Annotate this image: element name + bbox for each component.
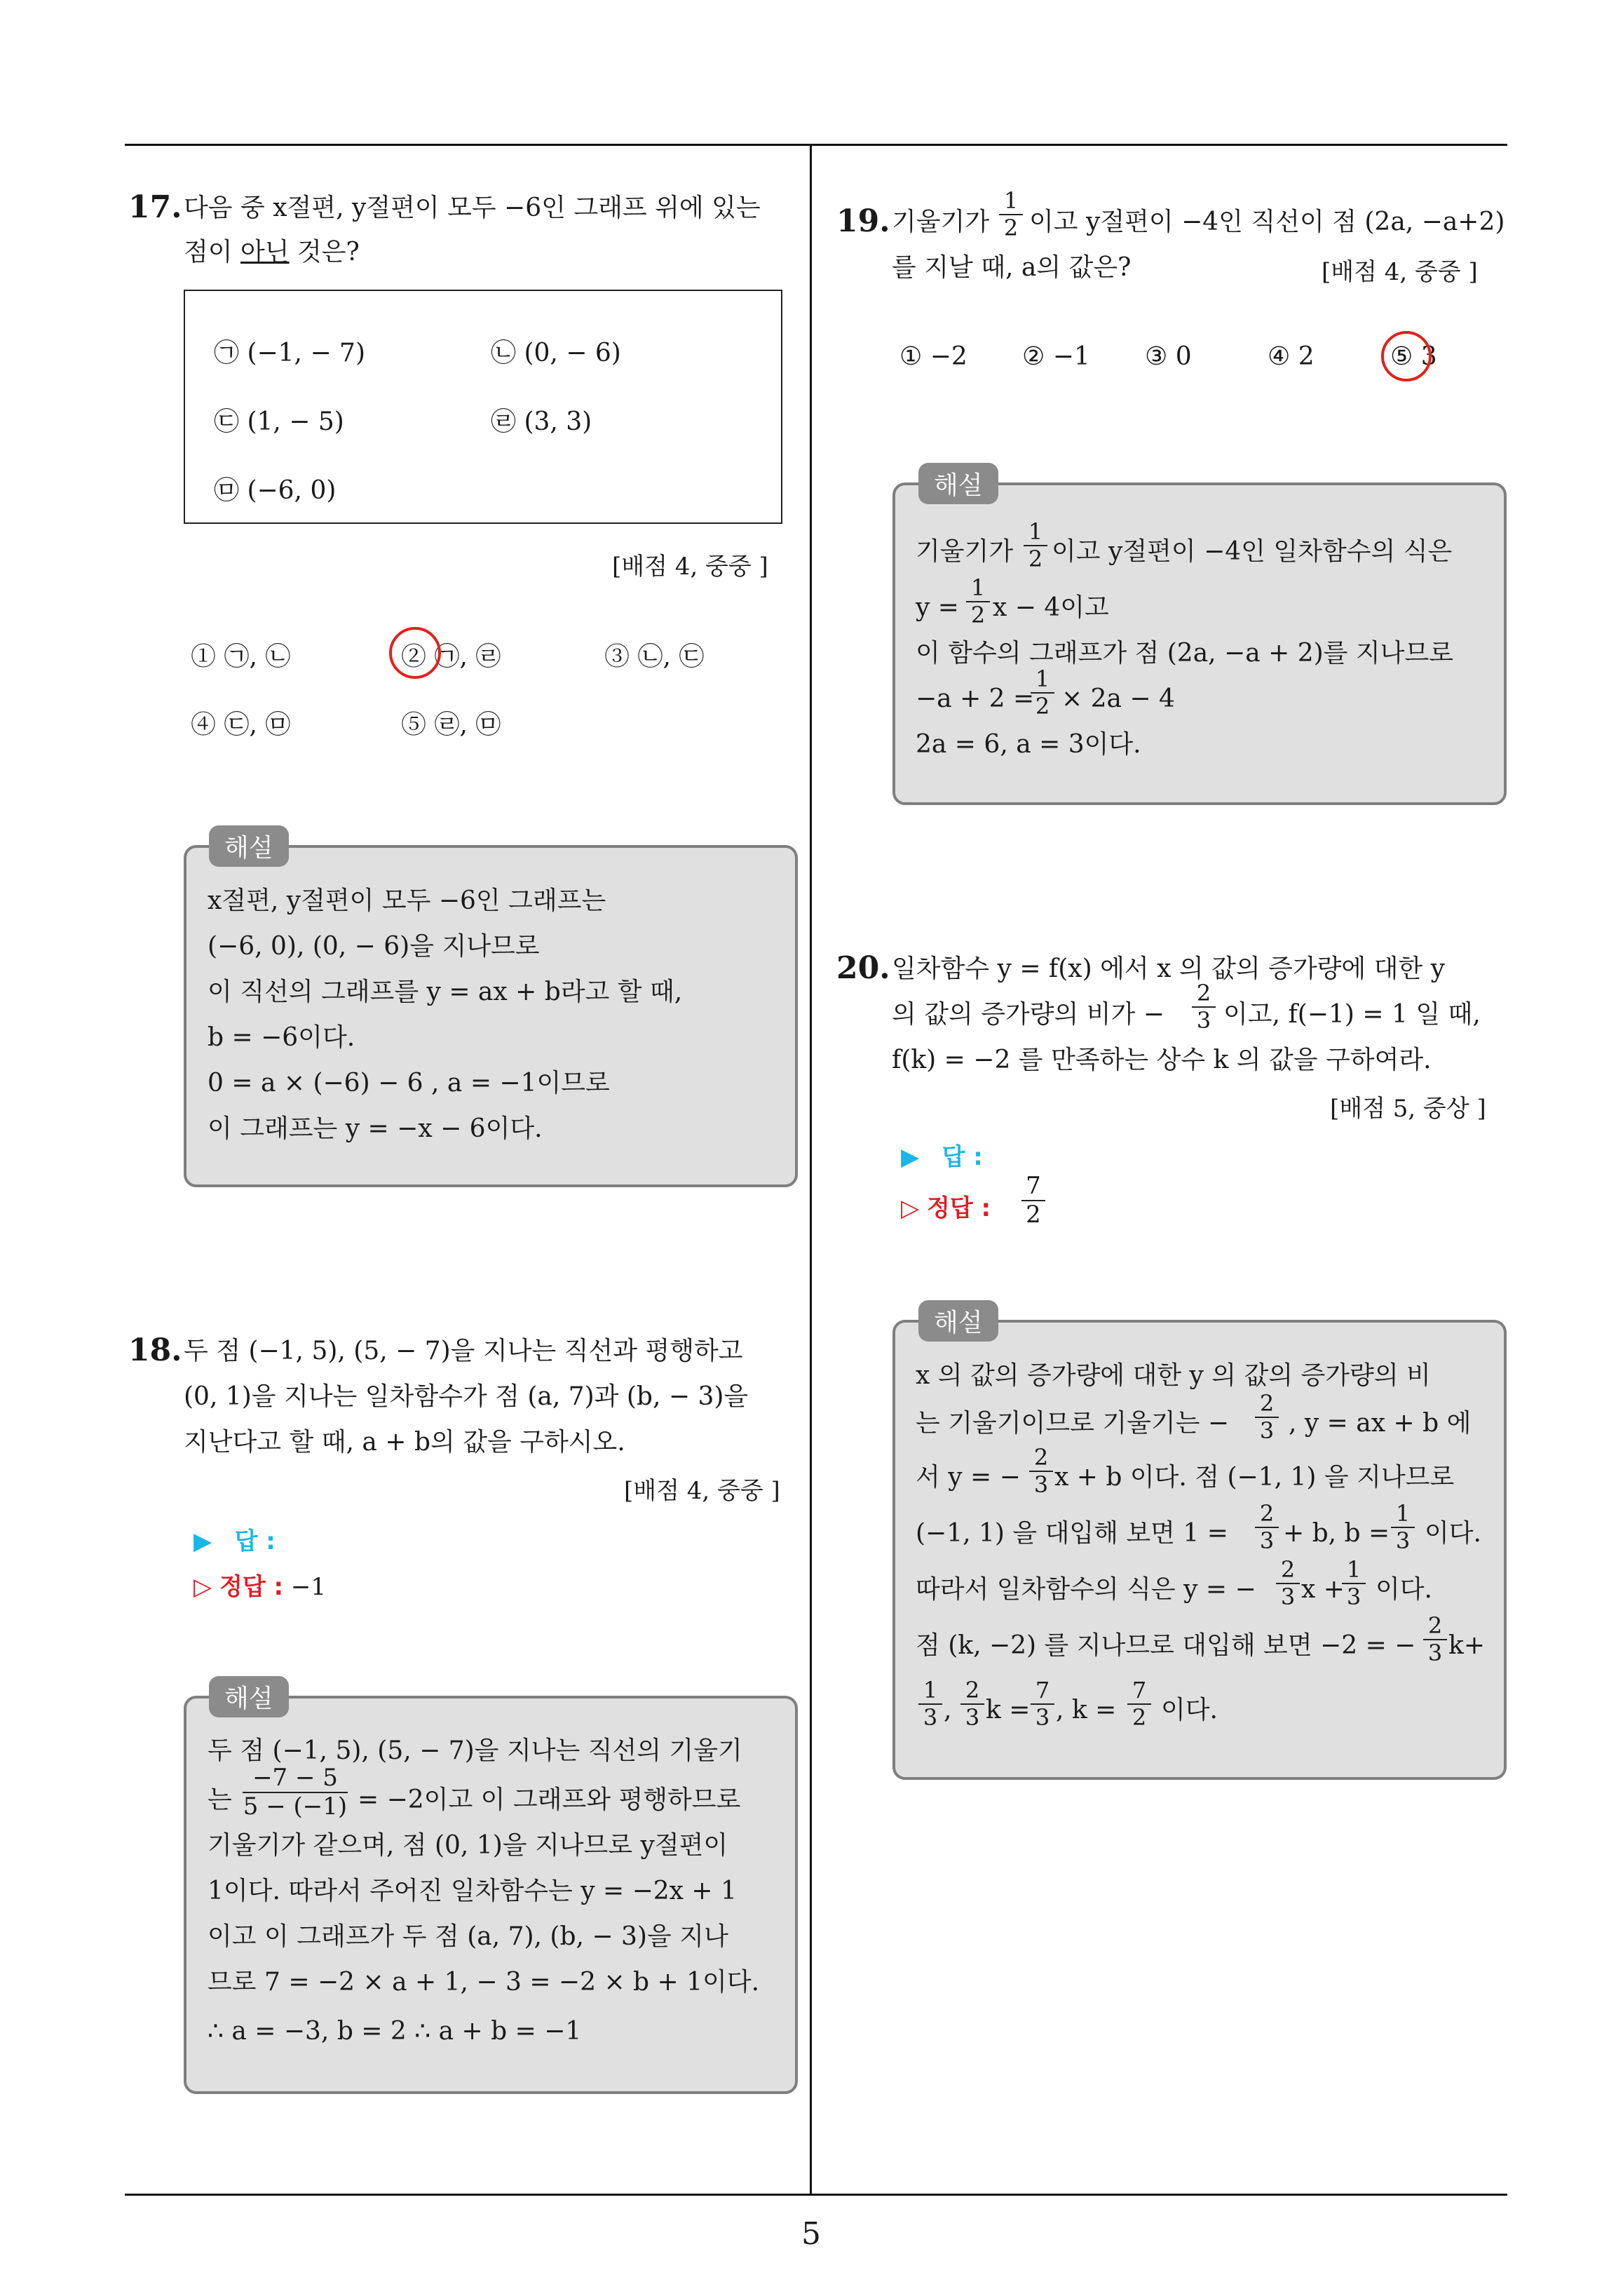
- q20-meta: [배점 5, 중상 ]: [1330, 1095, 1486, 1123]
- q20-ratio-fraction: 2 3: [1192, 980, 1216, 1034]
- q19-sol-fraction-1: 1 2: [1024, 519, 1047, 572]
- selected-answer-mark: [1381, 331, 1432, 381]
- q20-solution-line7c: , k =: [1056, 1696, 1117, 1724]
- q17-option-c: ㉢ (1, − 5): [214, 407, 344, 436]
- q20-answer-row: ▶ 답 :: [901, 1143, 983, 1171]
- q17-choice-4[interactable]: ④ ㉢, ㉤: [191, 710, 291, 739]
- q17-solution-tag: 해설: [209, 825, 289, 867]
- q17-number: 17.: [128, 189, 182, 225]
- q20-solution-line4a: (−1, 1) 을 대입해 보면 1 =: [916, 1519, 1228, 1548]
- q20-solution-line7d: 이다.: [1161, 1696, 1218, 1724]
- q19-text-line2: 를 지날 때, a의 값은?: [892, 253, 1132, 282]
- triangle-icon: ▶: [901, 1143, 920, 1171]
- q17-text-line1: 다음 중 x절편, y절편이 모두 −6인 그래프 위에 있는: [184, 194, 761, 222]
- q20-solution-line5c: 이다.: [1376, 1575, 1432, 1604]
- q20-sol-fraction-i: 2 3: [960, 1677, 984, 1731]
- q17-solution-line5: 0 = a × (−6) − 6 , a = −1이므로: [208, 1069, 610, 1098]
- q20-solution-line6a: 점 (k, −2) 를 지나므로 대입해 보면 −2 = −: [916, 1631, 1416, 1660]
- q19-text-line1b: 이고 y절편이 −4인 직선이 점 (2a, −a+2): [1029, 208, 1505, 236]
- q17-choice-3[interactable]: ③ ㉡, ㉢: [604, 642, 705, 671]
- q20-sol-fraction-d: 1 3: [1391, 1501, 1415, 1554]
- q19-choice-3[interactable]: ③ 0: [1145, 342, 1192, 371]
- q18-number: 18.: [128, 1332, 182, 1368]
- q18-solution-line3: 기울기가 같으며, 점 (0, 1)을 지나므로 y절편이: [208, 1831, 728, 1860]
- q17-solution-line6: 이 그래프는 y = −x − 6이다.: [208, 1114, 543, 1143]
- q20-sol-fraction-e: 2 3: [1276, 1557, 1300, 1610]
- q17-option-a: ㉠ (−1, − 7): [214, 339, 366, 367]
- q20-solution-line5b: x +: [1301, 1575, 1345, 1604]
- top-rule: [125, 144, 1507, 146]
- q18-solution-line2: = −2이고 이 그래프와 평행하므로: [358, 1785, 741, 1814]
- q19-choice-2[interactable]: ② −1: [1022, 342, 1090, 371]
- q19-sol-fraction-3: 1 2: [1031, 666, 1054, 720]
- q17-emphasis: 아닌: [240, 238, 290, 266]
- q18-answer-row: ▶ 답 :: [193, 1527, 276, 1555]
- q17-option-b: ㉡ (0, − 6): [491, 339, 621, 367]
- q17-solution-line1: x절편, y절편이 모두 −6인 그래프는: [208, 886, 606, 915]
- q20-sol-fraction-k: 7 2: [1127, 1677, 1151, 1731]
- q18-slope-fraction: −7 − 5 5 − (−1): [243, 1764, 348, 1821]
- q18-solution-line2-prefix: 는: [208, 1785, 232, 1814]
- q20-solution-line2b: , y = ax + b 에: [1289, 1409, 1472, 1438]
- q18-text-line2: (0, 1)을 지나는 일차함수가 점 (a, 7)과 (b, − 3)을: [184, 1382, 749, 1411]
- q19-half-fraction: 1 2: [999, 188, 1023, 241]
- q17-meta: [배점 4, 중중 ]: [612, 553, 768, 581]
- q20-solution-line1: x 의 값의 증가량에 대한 y 의 값의 증가량의 비: [916, 1361, 1431, 1390]
- q17-solution-line2: (−6, 0), (0, − 6)을 지나므로: [208, 932, 540, 961]
- q19-solution-line3: 이 함수의 그래프가 점 (2a, −a + 2)를 지나므로: [916, 639, 1454, 668]
- q20-sol-fraction-b: 2 3: [1029, 1445, 1053, 1498]
- q20-solution-tag: 해설: [918, 1300, 998, 1342]
- q17-choice-5[interactable]: ⑤ ㉣, ㉤: [401, 710, 501, 739]
- q17-option-e: ㉤ (−6, 0): [214, 476, 337, 505]
- q20-sol-fraction-j: 7 3: [1031, 1677, 1054, 1731]
- q19-meta: [배점 4, 중중 ]: [1322, 258, 1478, 286]
- q17-solution-line3: 이 직선의 그래프를 y = ax + b라고 할 때,: [208, 978, 683, 1006]
- q18-meta: [배점 4, 중중 ]: [624, 1477, 780, 1505]
- q19-solution-line4b: × 2a − 4: [1061, 684, 1175, 713]
- q19-choice-4[interactable]: ④ 2: [1268, 342, 1315, 371]
- q18-correct-row: ▷ 정답 : −1: [193, 1573, 327, 1601]
- q20-text-line1: 일차함수 y = f(x) 에서 x 의 값의 증가량에 대한 y: [892, 954, 1445, 983]
- triangle-icon: ▶: [193, 1527, 212, 1555]
- column-divider: [810, 144, 812, 2195]
- q18-solution-line4: 1이다. 따라서 주어진 일차함수는 y = −2x + 1: [208, 1877, 737, 1905]
- selected-answer-mark: [389, 627, 441, 679]
- q19-solution-tag: 해설: [918, 463, 998, 504]
- q20-solution-line3a: 서 y = −: [916, 1463, 1021, 1492]
- q19-solution-line1b: 이고 y절편이 −4인 일차함수의 식은: [1052, 537, 1453, 566]
- q20-text-line2a: 의 값의 증가량의 비가 −: [892, 1000, 1164, 1029]
- triangle-outline-icon: ▷: [901, 1194, 920, 1222]
- q19-text-line1a: 기울기가: [892, 208, 990, 236]
- q17-text-line2: 점이 아닌 것은?: [184, 238, 360, 266]
- q19-solution-line4a: −a + 2 =: [916, 684, 1035, 713]
- q18-solution-line6: 므로 7 = −2 × a + 1, − 3 = −2 × b + 1이다.: [208, 1968, 760, 1997]
- q20-sol-fraction-c: 2 3: [1255, 1501, 1279, 1554]
- q17-solution-line4: b = −6이다.: [208, 1023, 355, 1052]
- q19-solution-line5: 2a = 6, a = 3이다.: [916, 730, 1141, 759]
- q20-sol-fraction-a: 2 3: [1255, 1391, 1279, 1444]
- q19-number: 19.: [836, 203, 890, 239]
- q19-sol-fraction-2: 1 2: [966, 575, 990, 628]
- q20-correct-fraction: 7 2: [1021, 1173, 1045, 1229]
- bottom-rule: [125, 2194, 1507, 2196]
- q20-text-line2b: 이고, f(−1) = 1 일 때,: [1223, 1000, 1481, 1029]
- q20-solution-line7b: k =: [986, 1696, 1031, 1724]
- q20-solution-line2a: 는 기울기이므로 기울기는 −: [916, 1409, 1230, 1438]
- q20-solution-line5a: 따라서 일차함수의 식은 y = −: [916, 1575, 1256, 1604]
- q20-solution-line7a: ,: [944, 1696, 952, 1724]
- page-number: 5: [801, 2216, 821, 2252]
- triangle-outline-icon: ▷: [193, 1573, 212, 1601]
- q17-choice-2[interactable]: ② ㉠, ㉣: [401, 642, 501, 671]
- q18-solution-line1: 두 점 (−1, 5), (5, − 7)을 지나는 직선의 기울기: [208, 1736, 742, 1765]
- q18-solution-line5: 이고 이 그래프가 두 점 (a, 7), (b, − 3)을 지나: [208, 1922, 728, 1951]
- q20-sol-fraction-g: 2 3: [1423, 1613, 1447, 1666]
- q18-text-line1: 두 점 (−1, 5), (5, − 7)을 지나는 직선과 평행하고: [184, 1337, 743, 1365]
- q17-choice-1[interactable]: ① ㉠, ㉡: [191, 642, 291, 671]
- q19-solution-line2a: y =: [916, 593, 959, 622]
- q20-number: 20.: [836, 950, 890, 986]
- q20-solution-line4c: 이다.: [1425, 1519, 1481, 1548]
- q18-solution-tag: 해설: [209, 1676, 289, 1717]
- q20-sol-fraction-h: 1 3: [918, 1677, 942, 1731]
- q19-solution-line2b: x − 4이고: [993, 593, 1109, 622]
- q18-solution-line7: ∴ a = −3, b = 2 ∴ a + b = −1: [208, 2017, 582, 2046]
- q19-choice-5[interactable]: ⑤ 3: [1390, 342, 1437, 371]
- q18-text-line3: 지난다고 할 때, a + b의 값을 구하시오.: [184, 1428, 625, 1457]
- q19-choice-1[interactable]: ① −2: [899, 342, 967, 371]
- q20-sol-fraction-f: 1 3: [1342, 1557, 1366, 1610]
- q19-solution-line1a: 기울기가: [916, 537, 1014, 566]
- q20-solution-line4b: + b, b =: [1283, 1519, 1390, 1548]
- q20-text-line3: f(k) = −2 를 만족하는 상수 k 의 값을 구하여라.: [892, 1046, 1432, 1074]
- q17-option-d: ㉣ (3, 3): [491, 407, 592, 436]
- q20-solution-line6b: k+: [1448, 1631, 1485, 1660]
- q20-correct-row: ▷ 정답 :: [901, 1194, 991, 1222]
- q20-solution-line3b: x + b 이다. 점 (−1, 1) 을 지나므로: [1054, 1463, 1455, 1492]
